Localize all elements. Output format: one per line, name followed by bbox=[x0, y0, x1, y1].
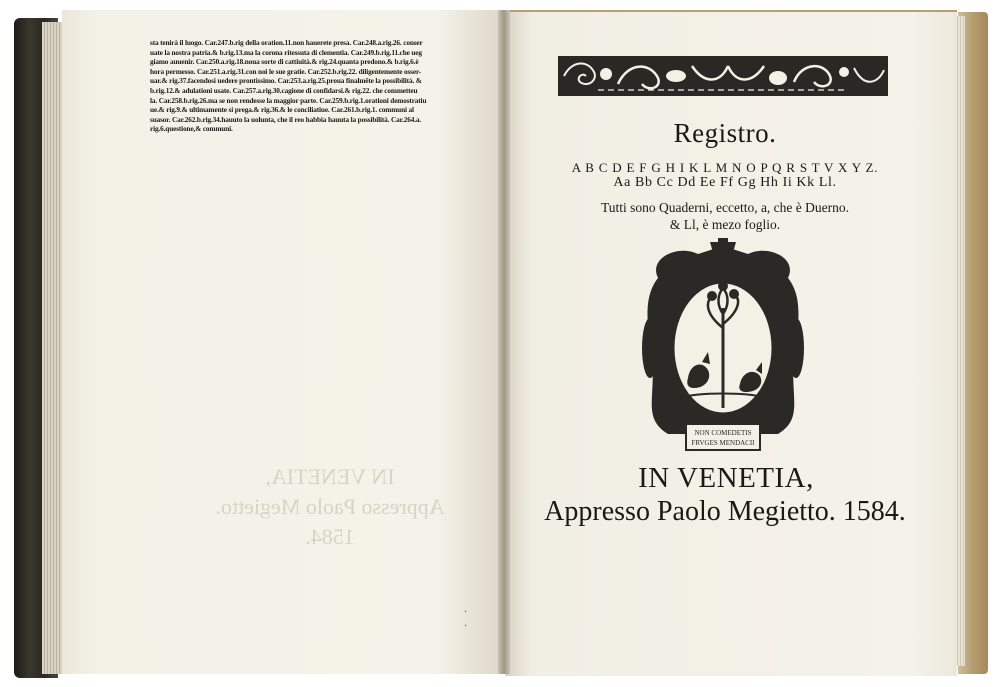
page-edges-left bbox=[42, 22, 64, 674]
index-line: hora permesso. Car.251.a.rig.31.con noi le sue gratie. Car.252.b.rig.22. diligentemente osser- bbox=[150, 66, 422, 76]
index-text-block bbox=[150, 38, 495, 134]
index-line: ue.& rig.9.& ultimamente si prega.& rig.36.& le conciliatiue. Car.261.b.rig.1. communi al bbox=[150, 105, 414, 115]
device-motto-line: NON COMEDETIS bbox=[694, 429, 752, 437]
ornamental-headpiece bbox=[558, 54, 888, 98]
index-line: la. Car.258.b.rig.26.ma se non rendesse la maggior parte. Car.259.b.rig.1.orationi demostratiu bbox=[150, 95, 427, 105]
index-line: giamo auuenir. Car.250.a.rig.18.noua sorte di cattiuità.& rig.24.quanta predono.& b.rig.6.è bbox=[150, 57, 419, 67]
printers-device-woodcut bbox=[628, 238, 818, 460]
index-line: uar.& rig.37.facendosi uedere prontissimo. Car.253.a.rig.25.proua finalmẽte la possibilità. & bbox=[150, 76, 422, 86]
index-line: rig.6.questione,& communi. bbox=[150, 124, 233, 134]
page-title: Registro. bbox=[673, 118, 777, 148]
show-through-imprint bbox=[200, 462, 460, 552]
index-line: uate la nostra patria.& b.rig.13.ma la corona ritessuta di clementia. Car.249.b.rig.11.che ueg bbox=[150, 47, 422, 57]
index-line: sta tenirà il luogo. Car.247.b.rig della oration.11.non hauerete presa. Car.248.a.rig.26. conser bbox=[150, 38, 423, 47]
imprint-printer-date: Appresso Paolo Megietto. 1584. bbox=[544, 496, 906, 527]
collation-note: & Ll, è mezo foglio. bbox=[669, 217, 781, 232]
show-through-line: IN VENETIA, bbox=[265, 464, 395, 489]
index-line: b.rig.12.& adulationi usate. Car.257.a.rig.30.cagione di confidarsi.& rig.22. che commetteu bbox=[150, 85, 418, 95]
index-line: suasor. Car.262.b.rig.34.hauuto la uolunta, che il reo habbia hauuta la possibilità. Car.264.a. bbox=[150, 114, 422, 124]
show-through-line: Appresso Paolo Megietto. 1584. bbox=[215, 494, 445, 549]
device-motto-line: FRVGES MENDACII bbox=[691, 439, 755, 447]
signature-list-primary: A B C D E F G H I K L M N O P Q R S T V X Y Z. bbox=[571, 160, 879, 175]
collation-note: Tutti sono Quaderni, eccetto, a, che è Duerno. bbox=[600, 200, 850, 215]
signature-list-secondary: Aa Bb Cc Dd Ee Ff Gg Hh Ii Kk Ll. bbox=[613, 175, 837, 190]
page-marks: · · bbox=[464, 607, 468, 632]
book-gutter bbox=[498, 10, 510, 674]
imprint-place: IN VENETIA, bbox=[638, 462, 814, 494]
